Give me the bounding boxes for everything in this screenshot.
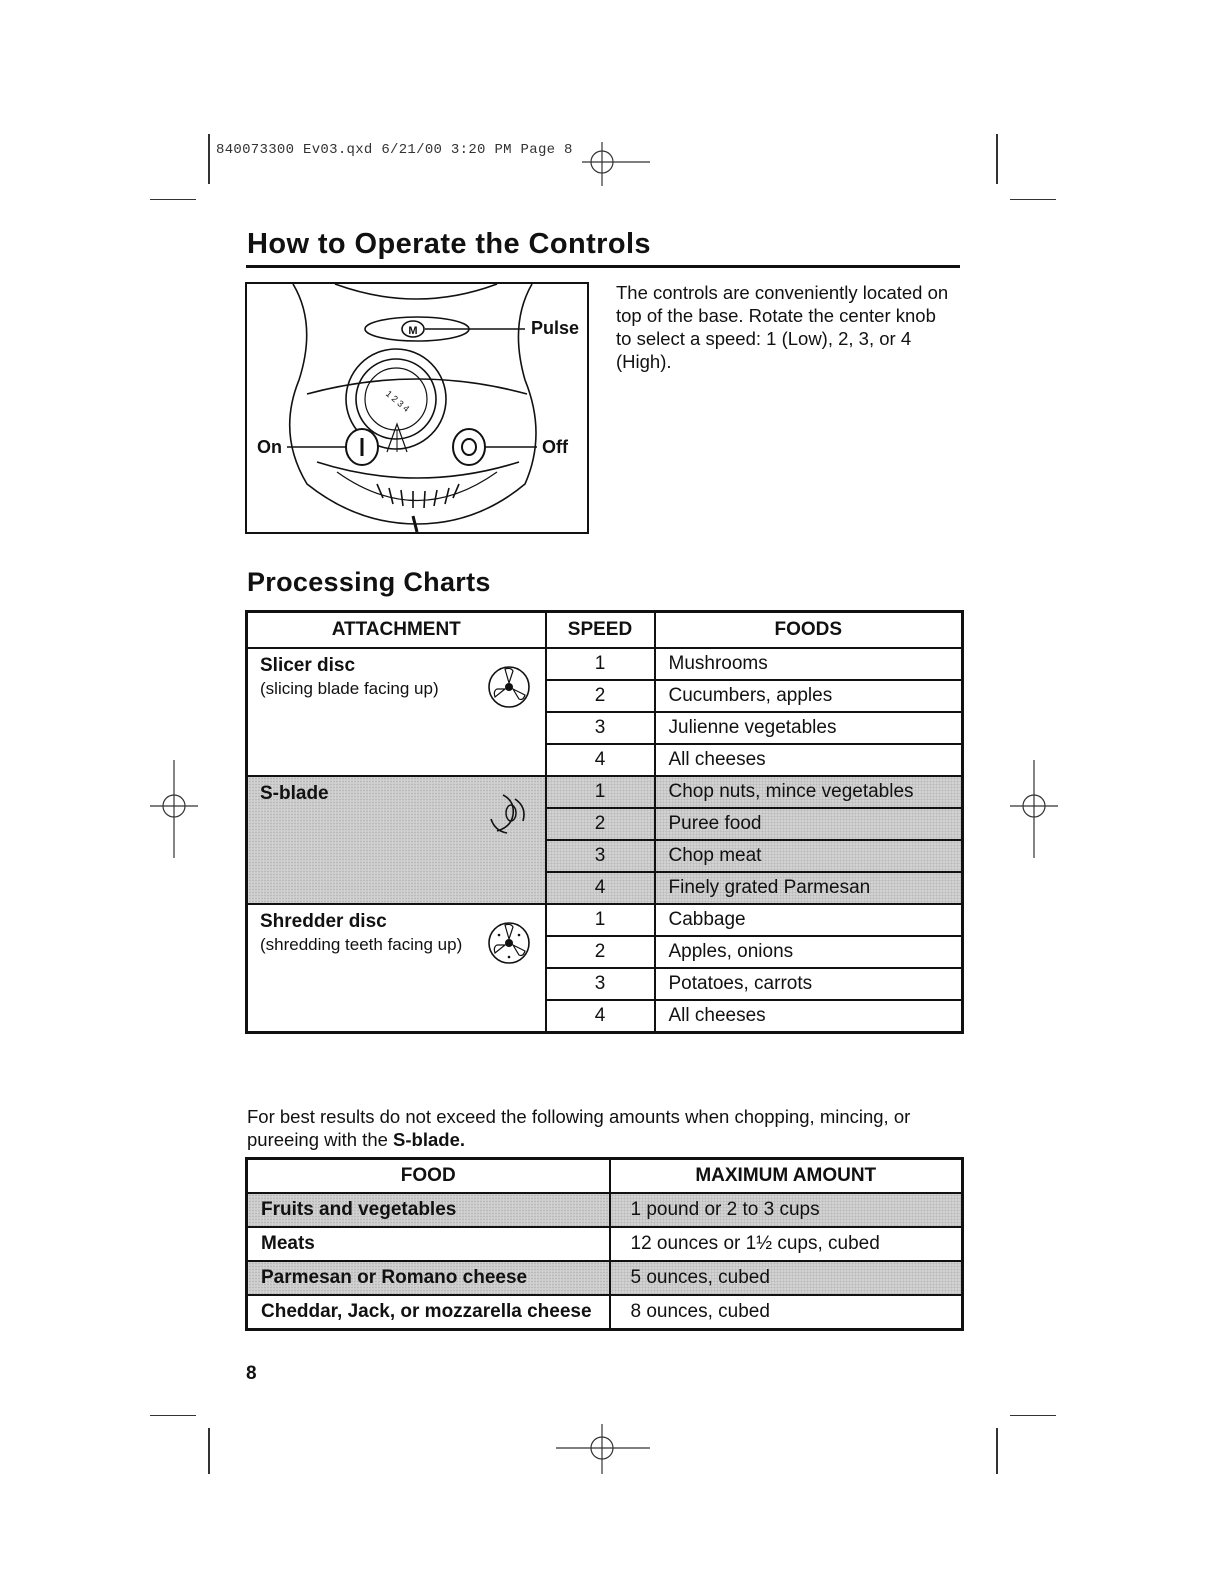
attachment-cell-slicer [247,648,546,776]
note-text: For best results do not exceed the following amounts when chopping, mincing, or pureeing with the [247,1106,911,1150]
attachment-note: (shredding teeth facing up) [260,935,463,954]
column-header: MAXIMUM AMOUNT [610,1159,963,1194]
svg-text:M: M [408,325,418,337]
food-cell: Cucumbers, apples [655,680,963,712]
attachment-name: S-blade [260,783,329,804]
food-cell: Julienne vegetables [655,712,963,744]
food-cell: Cabbage [655,904,963,936]
crop-mark [208,1428,210,1474]
table-row [247,776,963,808]
crop-mark [150,199,196,200]
table-row [247,648,963,680]
attachment-note: (slicing blade facing up) [260,679,439,698]
table-header-row [247,612,963,649]
table-row [247,904,963,936]
page-title: How to Operate the Controls [247,228,651,260]
s-blade-icon [485,787,533,841]
registration-mark-bottom-icon [554,1420,652,1474]
table-row [247,1295,963,1330]
intro-paragraph: The controls are conveniently located on top of the base. Rotate the center knob to select a speed: 1 (Low), 2, 3, or 4 (High). [616,282,949,372]
amount-cell: 1 pound or 2 to 3 cups [610,1193,963,1227]
speed-cell: 4 [546,744,655,776]
crop-mark [996,134,998,184]
crop-mark [1010,199,1056,200]
speed-cell: 3 [546,968,655,1000]
speed-cell: 1 [546,776,655,808]
crop-mark [996,1428,998,1474]
attachment-name: Slicer disc [260,655,356,676]
speed-cell: 2 [546,936,655,968]
max-amount-note [247,1105,967,1151]
on-label: On [257,437,282,457]
title-rule [246,265,960,268]
column-header: ATTACHMENT [247,612,546,649]
food-cell: Mushrooms [655,648,963,680]
food-cell: All cheeses [655,1000,963,1033]
max-amount-table [245,1157,964,1331]
attachment-cell-s-blade [247,776,546,904]
food-cell: Potatoes, carrots [655,968,963,1000]
speed-cell: 3 [546,712,655,744]
dial-speed-marks: 1 2 3 4 [383,388,412,414]
printer-slug: 840073300 Ev03.qxd 6/21/00 3:20 PM Page 8 [216,142,573,158]
crop-mark [1010,1415,1056,1416]
note-bold: S-blade. [393,1129,466,1150]
amount-cell: 5 ounces, cubed [610,1261,963,1295]
crop-mark [208,134,210,184]
amount-cell: 12 ounces or 1½ cups, cubed [610,1227,963,1261]
pulse-label: Pulse [531,318,580,338]
food-cell: Chop meat [655,840,963,872]
speed-cell: 2 [546,808,655,840]
controls-diagram [245,282,589,534]
food-cell: Fruits and vegetables [247,1193,610,1227]
attachment-cell-shredder [247,904,546,1033]
food-cell: Cheddar, Jack, or mozzarella cheese [247,1295,610,1330]
registration-mark-top-icon [580,142,652,188]
page-number: 8 [246,1363,257,1384]
table-header-row [247,1159,963,1194]
food-cell: Parmesan or Romano cheese [247,1261,610,1295]
charts-title: Processing Charts [247,567,491,597]
crop-mark [150,1415,196,1416]
attachment-name: Shredder disc [260,911,387,932]
column-header: FOOD [247,1159,610,1194]
slicer-disc-icon [485,661,533,709]
processing-chart [245,610,964,1034]
registration-mark-left-icon [148,760,200,858]
speed-cell: 4 [546,872,655,904]
speed-cell: 2 [546,680,655,712]
column-header: SPEED [546,612,655,649]
food-cell: Meats [247,1227,610,1261]
off-label: Off [542,437,568,457]
food-processor-base-illustration [247,284,587,532]
food-cell: Apples, onions [655,936,963,968]
shredder-disc-icon [485,917,533,965]
amount-cell: 8 ounces, cubed [610,1295,963,1330]
table-row [247,1261,963,1295]
registration-mark-right-icon [1008,760,1060,858]
food-cell: All cheeses [655,744,963,776]
speed-cell: 4 [546,1000,655,1033]
table-row [247,1227,963,1261]
speed-cell: 1 [546,648,655,680]
speed-cell: 3 [546,840,655,872]
food-cell: Chop nuts, mince vegetables [655,776,963,808]
speed-cell: 1 [546,904,655,936]
table-row [247,1193,963,1227]
column-header: FOODS [655,612,963,649]
food-cell: Finely grated Parmesan [655,872,963,904]
food-cell: Puree food [655,808,963,840]
